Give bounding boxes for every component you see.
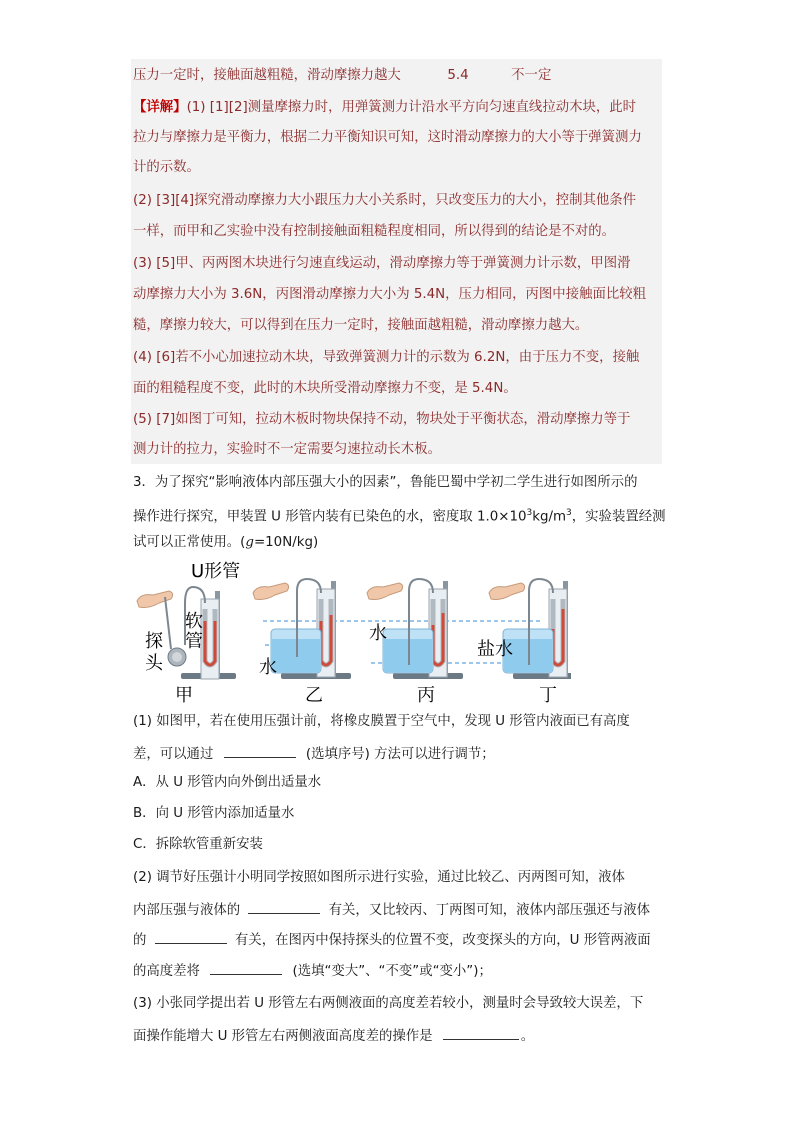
detail-line-10: 面的粗糙程度不变，此时的木块所受滑动摩擦力不变，是 5.4N。 <box>133 381 517 396</box>
part2-text: 有关，在图丙中保持探头的位置不变，改变探头的方向，U 形管两液面 <box>234 933 651 948</box>
part1-text: (选填序号) 方法可以进行调节； <box>305 747 495 762</box>
part2-text: 的高度差将 <box>133 964 200 979</box>
stem-g: g <box>245 535 254 550</box>
option-c[interactable]: C．拆除软管重新安装 <box>133 837 263 852</box>
part3-text: 。 <box>520 1029 535 1044</box>
answer-first-line <box>133 66 551 86</box>
label-probe-1: 探 <box>145 631 163 652</box>
detail-line-4: (2) [3][4]探究滑动摩擦力大小跟压力大小关系时，只改变压力的大小，控制其他条件 <box>133 193 637 208</box>
label-probe-2: 头 <box>145 653 163 674</box>
label-water-bing: 水 <box>369 623 387 644</box>
part2-line-2 <box>133 899 650 921</box>
detail-line-12: 测力计的拉力，实验时不一定需要匀速拉动长木板。 <box>133 442 441 457</box>
stem-text: 试可以正常使用。( <box>133 535 246 550</box>
part2-text: (选填“变大”、“不变”或“变小”)； <box>292 964 492 979</box>
question-stem-3 <box>133 533 318 553</box>
answer-blank[interactable] <box>443 1025 519 1040</box>
part2-line-4 <box>133 960 492 982</box>
caption-jia: 甲 <box>175 685 193 705</box>
detail-line-8: 糙，摩擦力较大，可以得到在压力一定时，接触面越粗糙，滑动摩擦力越大。 <box>133 318 589 333</box>
option-a[interactable]: A．从 U 形管内向外倒出适量水 <box>133 775 322 790</box>
stem-text: ，实验装置经测 <box>571 509 666 525</box>
stem-text: 操作进行探究，甲装置 U 形管内装有已染色的水，密度取 1.0×10 <box>133 509 527 525</box>
part1-line-2 <box>133 743 495 765</box>
label-utube: U形管 <box>191 561 241 582</box>
stem-text: =10N/kg) <box>253 535 319 550</box>
option-b[interactable]: B．向 U 形管内添加适量水 <box>133 806 295 821</box>
caption-bing: 丙 <box>417 685 435 705</box>
detail-line-2: 拉力与摩擦力是平衡力，根据二力平衡知识可知，这时滑动摩擦力的大小等于弹簧测力 <box>133 130 642 145</box>
answer-blank[interactable] <box>248 899 320 914</box>
setup-ding <box>489 579 571 679</box>
detail-line-9: (4) [6]若不小心加速拉动木块，导致弹簧测力计的示数为 6.2N，由于压力不变，接触 <box>133 350 640 365</box>
caption-yi: 乙 <box>305 685 323 705</box>
detail-line-3: 计的示数。 <box>133 160 200 175</box>
detail-tag: 【详解】 <box>133 100 187 115</box>
part3-line-2 <box>133 1025 534 1047</box>
part2-text: 内部压强与液体的 <box>133 903 241 918</box>
detail-line-1 <box>133 98 636 118</box>
detail-line-5: 一样，而甲和乙实验中没有控制接触面粗糙程度相同，所以得到的结论是不对的。 <box>133 224 616 239</box>
detail-text: (1) [1][2]测量摩擦力时，用弹簧测力计沿水平方向匀速直线拉动木块，此时 <box>186 100 637 115</box>
experiment-figure <box>131 557 571 705</box>
answer-blank[interactable] <box>224 743 296 758</box>
part1-line-1: (1) 如图甲，若在使用压强计前，将橡皮膜置于空气中，发现 U 形管内液面已有高度 <box>133 714 630 729</box>
part2-line-3 <box>133 929 651 951</box>
question-stem-2 <box>133 503 666 527</box>
answer-blank[interactable] <box>155 929 227 944</box>
answer-blank-2: 5.4 <box>447 68 469 83</box>
stem-sup: 3 <box>526 508 533 518</box>
question-stem-1: 3．为了探究“影响液体内部压强大小的因素”，鲁能巴蜀中学初二学生进行如图所示的 <box>133 475 638 490</box>
stem-text: kg/m <box>532 509 567 525</box>
caption-ding: 丁 <box>539 685 557 705</box>
label-hose-1: 软 <box>185 611 203 632</box>
detail-line-6: (3) [5]甲、丙两图木块进行匀速直线运动，滑动摩擦力等于弹簧测力计示数，甲图滑 <box>133 256 631 271</box>
part3-line-1: (3) 小张同学提出若 U 形管左右两侧液面的高度差若较小，测量时会导致较大误差，下 <box>133 996 644 1011</box>
detail-line-7: 动摩擦力大小为 3.6N，丙图滑动摩擦力大小为 5.4N，压力相同，丙图中接触面比较粗 <box>133 287 647 302</box>
part3-text: 面操作能增大 U 形管左右两侧液面高度差的操作是 <box>133 1029 433 1044</box>
label-hose-2: 管 <box>185 631 203 652</box>
stem-sup: 3 <box>566 508 572 518</box>
answer-blank-1: 压力一定时，接触面越粗糙，滑动摩擦力越大 <box>133 68 401 83</box>
answer-blank[interactable] <box>210 960 282 975</box>
label-saltwater: 盐水 <box>477 639 513 660</box>
label-water-yi: 水 <box>259 657 277 678</box>
part2-text: 有关，又比较丙、丁两图可知，液体内部压强还与液体 <box>328 903 651 918</box>
part2-text: 的 <box>133 933 147 948</box>
answer-blank-3: 不一定 <box>511 68 552 83</box>
part2-line-1: (2) 调节好压强计小明同学按照如图所示进行实验，通过比较乙、丙两图可知，液体 <box>133 870 625 885</box>
detail-line-11: (5) [7]如图丁可知，拉动木板时物块保持不动，物块处于平衡状态，滑动摩擦力等于 <box>133 412 631 427</box>
part1-text: 差，可以通过 <box>133 747 214 762</box>
